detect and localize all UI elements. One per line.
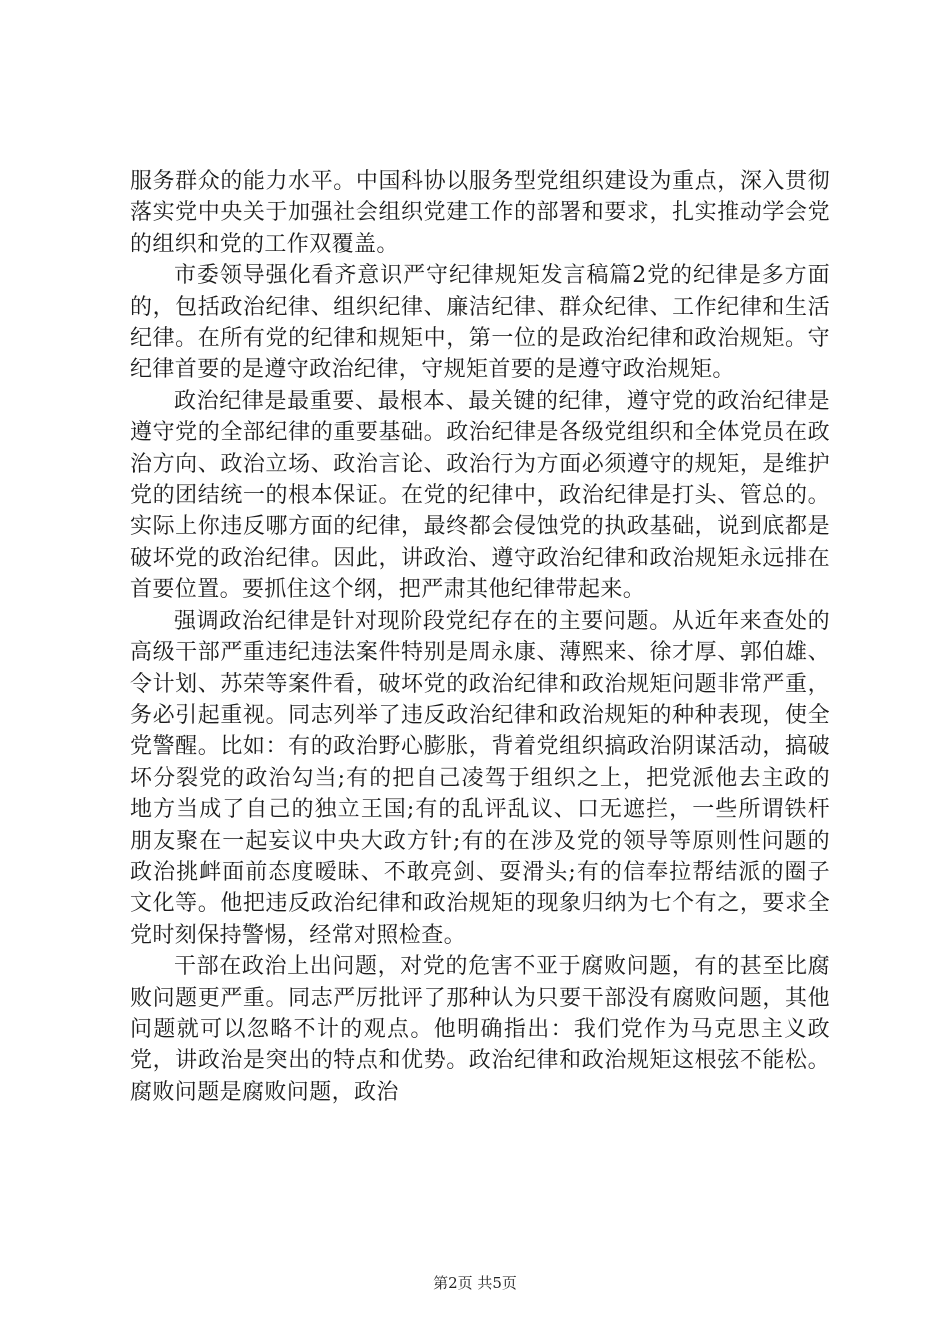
paragraph-2: 市委领导强化看齐意识严守纪律规矩发言稿篇2党的纪律是多方面的，包括政治纪律、组织纪律、廉洁纪律、群众纪律、工作纪律和生活纪律。在所有党的纪律和规矩中，第一位的是政治纪律和政治规矩。守纪律首要的是遵守政治纪律，守规矩首要的是遵守政治规矩。 bbox=[130, 263, 830, 383]
paragraph-1: 服务群众的能力水平。中国科协以服务型党组织建设为重点，深入贯彻落实党中央关于加强社会组织党建工作的部署和要求，扎实推动学会党的组织和党的工作双覆盖。 bbox=[130, 169, 830, 257]
page-number-footer: 第2页 共5页 bbox=[433, 1274, 517, 1292]
paragraph-5: 干部在政治上出问题，对党的危害不亚于腐败问题，有的甚至比腐败问题更严重。同志严厉批评了那种认为只要干部没有腐败问题，其他问题就可以忽略不计的观点。他明确指出：我们党作为马克思主义政党，讲政治是突出的特点和优势。政治纪律和政治规矩这根弦不能松。腐败问题是腐败问题，政治 bbox=[130, 954, 830, 1105]
paragraph-3: 政治纪律是最重要、最根本、最关键的纪律，遵守党的政治纪律是遵守党的全部纪律的重要基础。政治纪律是各级党组织和全体党员在政治方向、政治立场、政治言论、政治行为方面必须遵守的规矩，是维护党的团结统一的根本保证。在党的纪律中，政治纪律是打头、管总的。实际上你违反哪方面的纪律，最终都会侵蚀党的执政基础，说到底都是破坏党的政治纪律。因此，讲政治、遵守政治纪律和政治规矩永远排在首要位置。要抓住这个纲，把严肃其他纪律带起来。 bbox=[130, 388, 830, 603]
paragraph-4: 强调政治纪律是针对现阶段党纪存在的主要问题。从近年来查处的高级干部严重违纪违法案件特别是周永康、薄熙来、徐才厚、郭伯雄、令计划、苏荣等案件看，破坏党的政治纪律和政治规矩问题非常严重，务必引起重视。同志列举了违反政治纪律和政治规矩的种种表现，使全党警醒。比如：有的政治野心膨胀，背着党组织搞政治阴谋活动，搞破坏分裂党的政治勾当;有的把自己凌驾于组织之上，把党派他去主政的地方当成了自己的独立王国;有的乱评乱议、口无遮拦，一些所谓铁杆朋友聚在一起妄议中央大政方针;有的在涉及党的领导等原则性问题的政治挑衅面前态度暧昧、不敢亮剑、耍滑头;有的信奉拉帮结派的圈子文化等。他把违反政治纪律和政治规矩的现象归纳为七个有之，要求全党时刻保持警惕，经常对照检查。 bbox=[130, 608, 830, 948]
document-body bbox=[130, 166, 830, 1108]
